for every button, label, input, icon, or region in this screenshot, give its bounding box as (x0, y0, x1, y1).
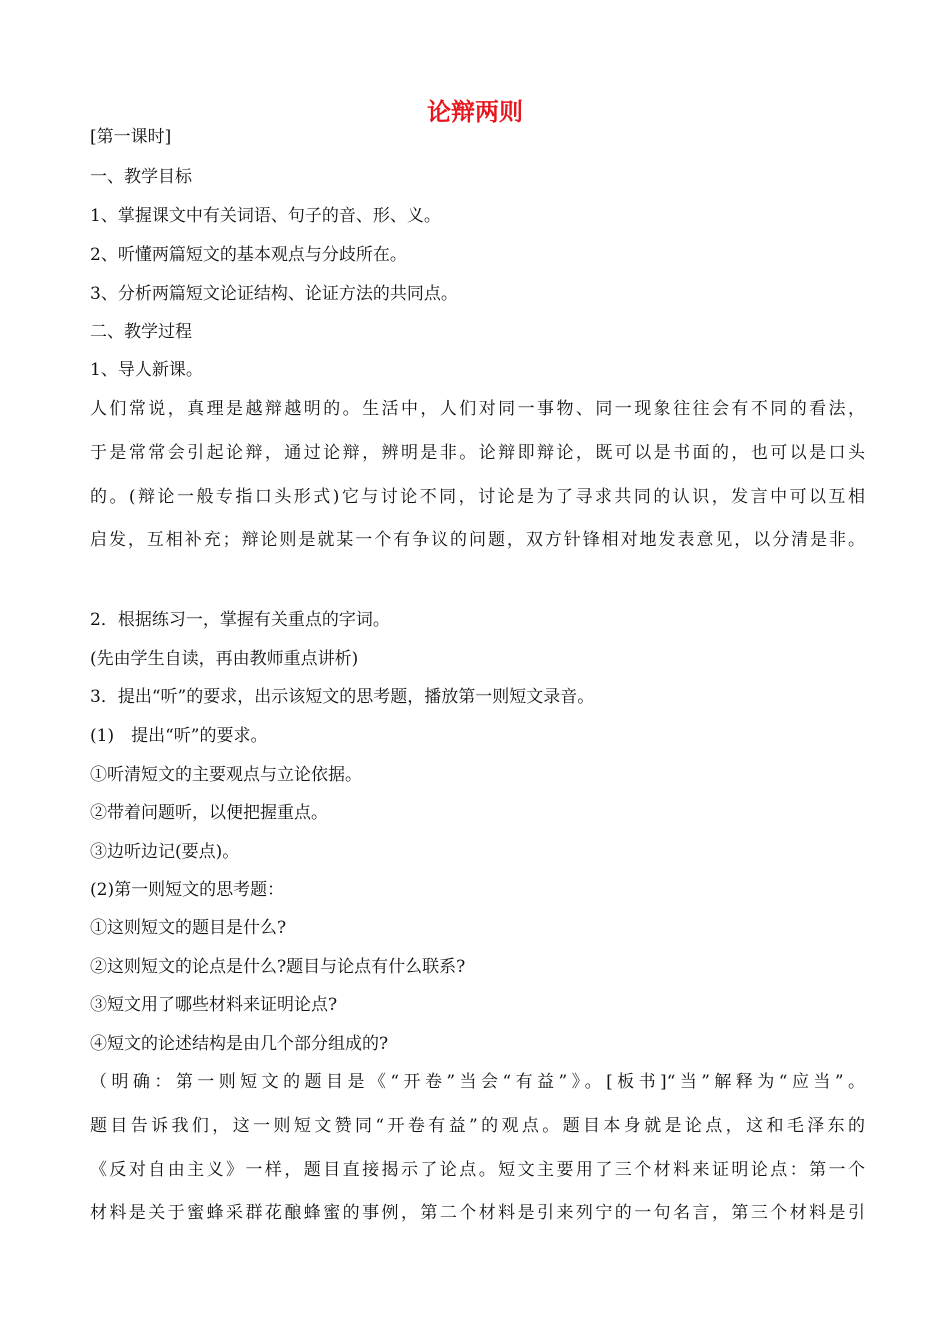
paragraph-line: 启发，互相补充；辩论则是就某一个有争议的问题，双方针锋相对地发表意见，以分清是非。 (90, 530, 865, 550)
text-line: ②带着问题听，以便把握重点。 (90, 803, 328, 823)
text-line: 一、教学目标 (90, 167, 192, 187)
text-line: ①听清短文的主要观点与立论依据。 (90, 765, 362, 785)
text-line: 3．提出“听”的要求，出示该短文的思考题，播放第一则短文录音。 (90, 687, 595, 707)
text-line: [第一课时] (90, 127, 172, 147)
text-line: 1、导人新课。 (90, 360, 203, 380)
text-line: 二、教学过程 (90, 322, 192, 342)
text-line: 2、听懂两篇短文的基本观点与分歧所在。 (90, 245, 407, 265)
paragraph-line: 人们常说，真理是越辩越明的。生活中，人们对同一事物、同一现象往往会有不同的看法， (90, 399, 865, 419)
paragraph-line: （明确：第一则短文的题目是《“开卷”当会“有益”》。[板书]“当”解释为“应当”。 (90, 1072, 865, 1092)
text-line: (2)第一则短文的思考题： (90, 880, 285, 900)
text-line: ③短文用了哪些材料来证明论点? (90, 995, 338, 1015)
paragraph-line: 于是常常会引起论辩，通过论辩，辨明是非。论辩即辩论，既可以是书面的，也可以是口头 (90, 443, 865, 463)
document-title: 论辩两则 (427, 98, 523, 126)
paragraph-line: 《反对自由主义》一样，题目直接揭示了论点。短文主要用了三个材料来证明论点：第一个 (90, 1160, 865, 1180)
text-line: ①这则短文的题目是什么? (90, 918, 287, 938)
paragraph-line: 的。(辩论一般专指口头形式)它与讨论不同，讨论是为了寻求共同的认识，发言中可以互相 (90, 487, 865, 507)
text-line: ②这则短文的论点是什么?题目与论点有什么联系? (90, 957, 466, 977)
text-line: 1、掌握课文中有关词语、句子的音、形、义。 (90, 206, 441, 226)
text-line: 2．根据练习一，掌握有关重点的字词。 (90, 610, 390, 630)
paragraph-line: 材料是关于蜜蜂采群花酿蜂蜜的事例，第二个材料是引来列宁的一句名言，第三个材料是引 (90, 1203, 865, 1223)
text-line: (先由学生自读，再由教师重点讲析) (90, 649, 359, 669)
text-line: ④短文的论述结构是由几个部分组成的? (90, 1034, 389, 1054)
text-line: (1) 提出“听”的要求。 (90, 726, 268, 746)
text-line: ③边听边记(要点)。 (90, 842, 240, 862)
text-line: 3、分析两篇短文论证结构、论证方法的共同点。 (90, 284, 458, 304)
paragraph-line: 题目告诉我们，这一则短文赞同“开卷有益”的观点。题目本身就是论点，这和毛泽东的 (90, 1116, 865, 1136)
